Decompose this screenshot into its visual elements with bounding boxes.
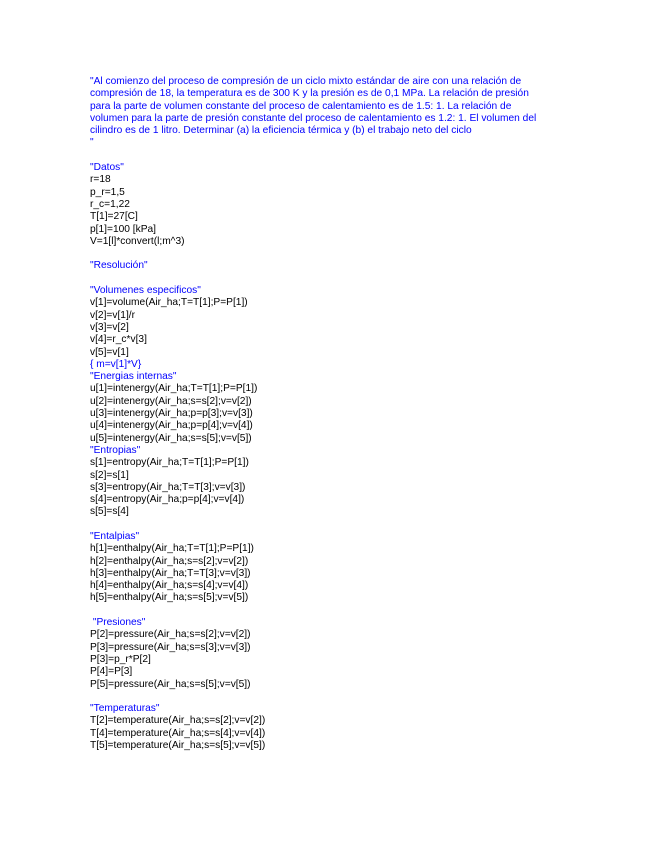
section-volumenes: [90, 285, 570, 371]
code-line: s[2]=s[1]: [90, 469, 129, 481]
code-line: h[4]=enthalpy(Air_ha;s=s[4];v=v[4]): [90, 580, 249, 592]
code-line: v[5]=v[1]: [90, 346, 129, 358]
code-line: u[5]=intenergy(Air_ha;s=s[5];v=v[5]): [90, 432, 252, 444]
code-line: s[1]=entropy(Air_ha;T=T[1];P=P[1]): [90, 457, 249, 469]
code-line: h[2]=enthalpy(Air_ha;s=s[2];v=v[2]): [90, 555, 249, 567]
section-header-entalpias: "Entalpias": [90, 530, 140, 542]
section-header-datos: "Datos": [90, 162, 124, 174]
code-line: h[5]=enthalpy(Air_ha;s=s[5];v=v[5]): [90, 592, 249, 604]
code-line: s[5]=s[4]: [90, 506, 129, 518]
code-line: T[1]=27[C]: [90, 211, 138, 223]
section-header-entropias: "Entropias": [90, 444, 141, 456]
section-header-temperaturas: "Temperaturas": [90, 703, 160, 715]
section-header-energias: "Energias internas": [90, 371, 177, 383]
problem-line: ": [90, 137, 94, 149]
section-entropias: [90, 445, 570, 519]
code-line: h[1]=enthalpy(Air_ha;T=T[1];P=P[1]): [90, 543, 254, 555]
document-page: [90, 76, 570, 752]
code-line: u[1]=intenergy(Air_ha;T=T[1];P=P[1]): [90, 383, 258, 395]
problem-line: compresión de 18, la temperatura es de 300 K y la presión es de 0,1 MPa. La relación de presión: [90, 88, 529, 100]
code-line: p_r=1,5: [90, 186, 125, 198]
section-presiones: [90, 617, 570, 691]
code-line: r_c=1,22: [90, 198, 130, 210]
section-energias: [90, 371, 570, 445]
code-line: v[4]=r_c*v[3]: [90, 334, 147, 346]
problem-line: cilindro es de 1 litro. Determinar (a) la eficiencia térmica y (b) el trabajo neto del ciclo: [90, 125, 472, 137]
code-line: v[3]=v[2]: [90, 321, 129, 333]
section-header-volumenes: "Volumenes especificos": [90, 285, 201, 297]
code-line: P[4]=P[3]: [90, 666, 133, 678]
section-temperaturas: [90, 703, 570, 752]
section-header-resolucion: "Resolución": [90, 260, 148, 272]
section-datos: [90, 162, 570, 248]
code-line: P[3]=pressure(Air_ha;s=s[3];v=v[3]): [90, 641, 251, 653]
code-line: h[3]=enthalpy(Air_ha;T=T[3];v=v[3]): [90, 567, 251, 579]
section-entalpias: [90, 531, 570, 605]
code-line: T[5]=temperature(Air_ha;s=s[5];v=v[5]): [90, 740, 266, 752]
problem-statement: [90, 76, 570, 150]
problem-line: "Al comienzo del proceso de compresión de un ciclo mixto estándar de aire con una relación de: [90, 76, 522, 87]
code-line: r=18: [90, 174, 111, 186]
code-line: u[4]=intenergy(Air_ha;p=p[4];v=v[4]): [90, 420, 253, 432]
problem-line: para la parte de volumen constante del proceso de calentamiento es de 1.5: 1. La relación de: [90, 100, 512, 112]
code-line: T[2]=temperature(Air_ha;s=s[2];v=v[2]): [90, 715, 266, 727]
code-line: s[3]=entropy(Air_ha;T=T[3];v=v[3]): [90, 481, 246, 493]
code-line: v[1]=volume(Air_ha;T=T[1];P=P[1]): [90, 297, 248, 309]
code-line: s[4]=entropy(Air_ha;p=p[4];v=v[4]): [90, 494, 245, 506]
code-line: P[3]=p_r*P[2]: [90, 653, 151, 665]
problem-line: volumen para la parte de presión constante del proceso de calentamiento es 1.2: 1. El volumen del: [90, 112, 537, 124]
section-header-presiones: "Presiones": [90, 617, 146, 629]
code-line: u[2]=intenergy(Air_ha;s=s[2];v=v[2]): [90, 395, 252, 407]
code-line: P[5]=pressure(Air_ha;s=s[5];v=v[5]): [90, 678, 251, 690]
code-line: P[2]=pressure(Air_ha;s=s[2];v=v[2]): [90, 629, 251, 641]
code-comment: { m=v[1]*V}: [90, 358, 142, 370]
code-line: p[1]=100 [kPa]: [90, 223, 156, 235]
code-line: V=1[l]*convert(l;m^3): [90, 235, 185, 247]
code-line: v[2]=v[1]/r: [90, 309, 136, 321]
code-line: u[3]=intenergy(Air_ha;p=p[3];v=v[3]): [90, 408, 253, 420]
section-resolucion: [90, 260, 570, 272]
code-line: T[4]=temperature(Air_ha;s=s[4];v=v[4]): [90, 727, 266, 739]
